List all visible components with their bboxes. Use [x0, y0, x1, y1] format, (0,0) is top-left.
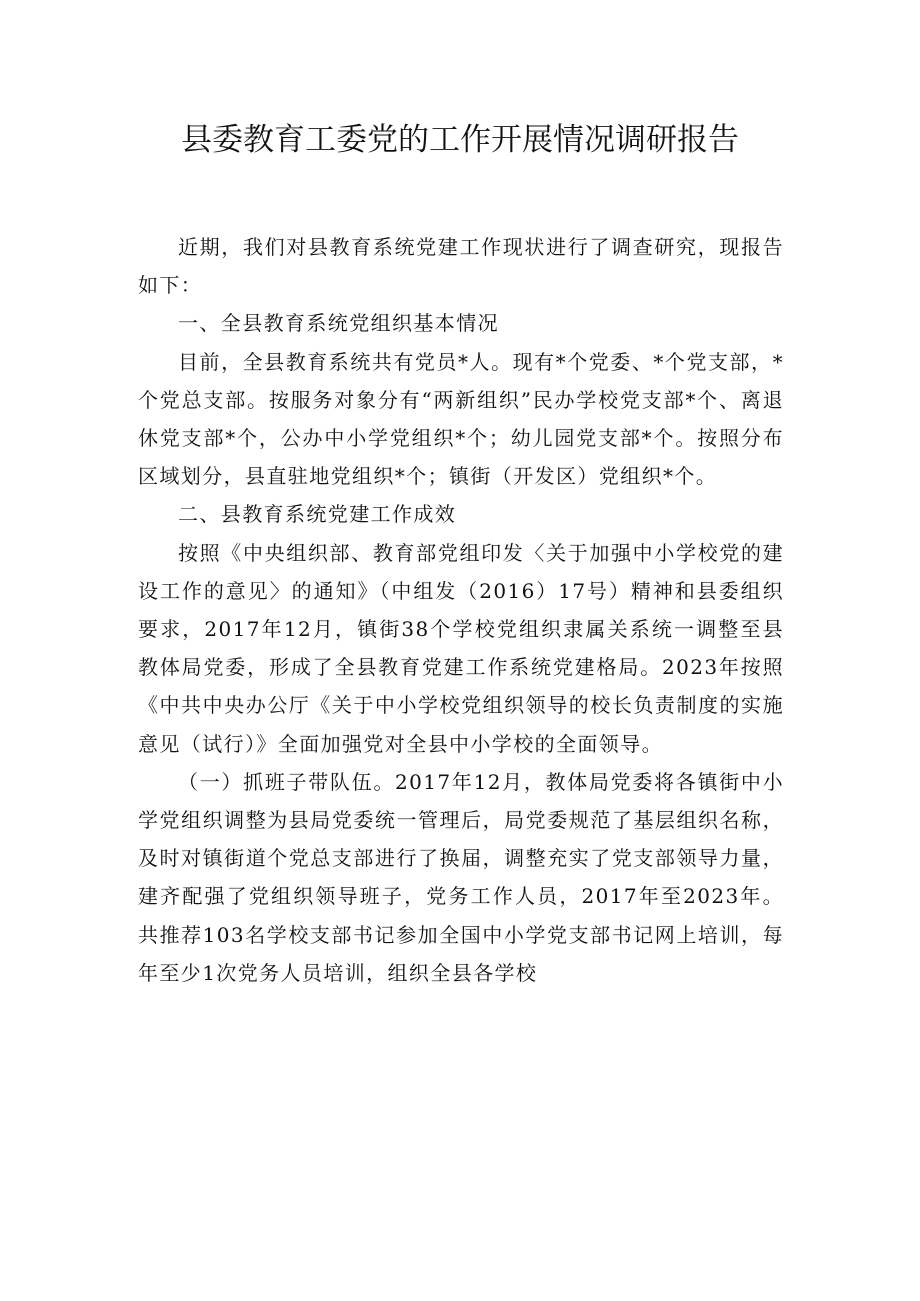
section-heading-2: 二、县教育系统党建工作成效: [178, 502, 457, 527]
intro-paragraph: 近期，我们对县教育系统党建工作现状进行了调查研究，现报告如下：: [138, 235, 784, 298]
subsection-1-paragraph: （一）抓班子带队伍。2017年12月，教体局党委将各镇街中小学党组织调整为县局党委统一管理后，局党委规范了基层组织名称，及时对镇街道个党总支部进行了换届，调整充实了党支部领导力量，建齐配强了党组织领导班子，党务工作人员，2017年至2023年。共推荐103名学校支部书记参加全国中小学党支部书记网上培训，每年至少1次党务人员培训，组织全县各学校: [138, 769, 784, 985]
document-title: 县委教育工委党的工作开展情况调研报告: [181, 122, 739, 158]
section-heading-1: 一、全县教育系统党组织基本情况: [178, 311, 499, 336]
section-1-paragraph: 目前，全县教育系统共有党员*人。现有*个党委、*个党支部，*个党总支部。按服务对象分有“两新组织”民办学校党支部*个、离退休党支部*个，公办中小学党组织*个；幼儿园党支部*个。按照分布区域划分，县直驻地党组织*个；镇街（开发区）党组织*个。: [138, 349, 784, 489]
section-2-paragraph: 按照《中央组织部、教育部党组印发〈关于加强中小学校党的建设工作的意见〉的通知》（中组发（2016）17号）精神和县委组织要求，2017年12月，镇街38个学校党组织隶属关系统一调整至县教体局党委，形成了全县教育党建工作系统党建格局。2023年按照《中共中央办公厅《关于中小学校党组织领导的校长负责制度的实施意见（试行）》全面加强党对全县中小学校的全面领导。: [138, 540, 784, 756]
document-body: [138, 228, 784, 992]
